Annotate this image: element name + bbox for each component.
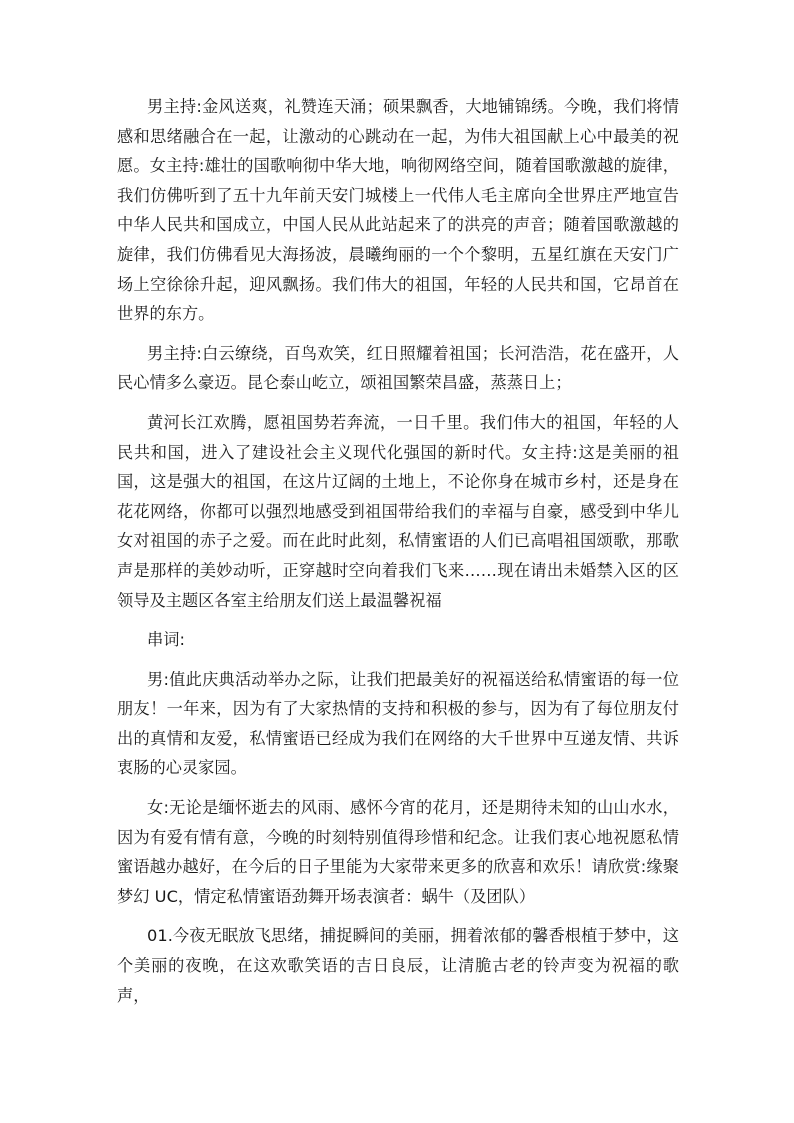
paragraph-heading-chuanci: 串词: (147, 630, 185, 650)
paragraph-male-host-clouds: 男主持:白云缭绕，百鸟欢笑，红日照耀着祖国；长河浩浩，花在盛开，人民心情多么豪迈。昆仑泰山屹立，颂祖国繁荣昌盛，蒸蒸日上； (117, 343, 679, 393)
document-page (117, 92, 679, 1010)
paragraph-item-01: 01.今夜无眠放飞思绪，捕捉瞬间的美丽，拥着浓郁的馨香根植于梦中，这个美丽的夜晚，在这欢歌笑语的吉日良辰，让清脆古老的铃声变为祝福的歌声， (117, 926, 679, 1005)
paragraph-female-blessing: 女:无论是缅怀逝去的风雨、感怀今宵的花月，还是期待未知的山山水水，因为有爱有情有意，今晚的时刻特别值得珍惜和纪念。让我们衷心地祝愿私情蜜语越办越好，在今后的日子里能为大家带来更多的欣喜和欢乐！请欣赏:缘聚梦幻 UC，情定私情蜜语劲舞开场表演者：蜗牛（及团队） (117, 798, 679, 906)
paragraph-male-blessing: 男:值此庆典活动举办之际，让我们把最美好的祝福送给私情蜜语的每一位朋友！一年来，因为有了大家热情的支持和积极的参与，因为有了每位朋友付出的真情和友爱，私情蜜语已经成为我们在网络的大千世界中互递友情、共诉衷肠的心灵家园。 (117, 669, 679, 778)
paragraph-yellow-river: 黄河长江欢腾，愿祖国势若奔流，一日千里。我们伟大的祖国，年轻的人民共和国，进入了建设社会主义现代化强国的新时代。女主持:这是美丽的祖国，这是强大的祖国，在这片辽阔的土地上，不论你身在城市乡村，还是身在花花网络，你都可以强烈地感受到祖国带给我们的幸福与自豪，感受到中华儿女对祖国的赤子之爱。而在此时此刻，私情蜜语的人们已高唱祖国颂歌，那歌声是那样的美妙动听，正穿越时空向着我们飞来……现在请出未婚禁入区的区领导及主题区各室主给朋友们送上最温馨祝福 (117, 412, 679, 610)
paragraph-opening-hosts: 男主持:金风送爽，礼赞连天涌；硕果飘香，大地铺锦绣。今晚，我们将情感和思绪融合在一起，让激动的心跳动在一起，为伟大祖国献上心中最美的祝愿。女主持:雄壮的国歌响彻中华大地，响彻网络空间，随着国歌激越的旋律，我们仿佛听到了五十九年前天安门城楼上一代伟人毛主席向全世界庄严地宣告中华人民共和国成立，中国人民从此站起来了的洪亮的声音；随着国歌激越的旋律，我们仿佛看见大海扬波，晨曦绚丽的一个个黎明，五星红旗在天安门广场上空徐徐升起，迎风飘扬。我们伟大的祖国，年轻的人民共和国，它昂首在世界的东方。 (117, 97, 679, 324)
